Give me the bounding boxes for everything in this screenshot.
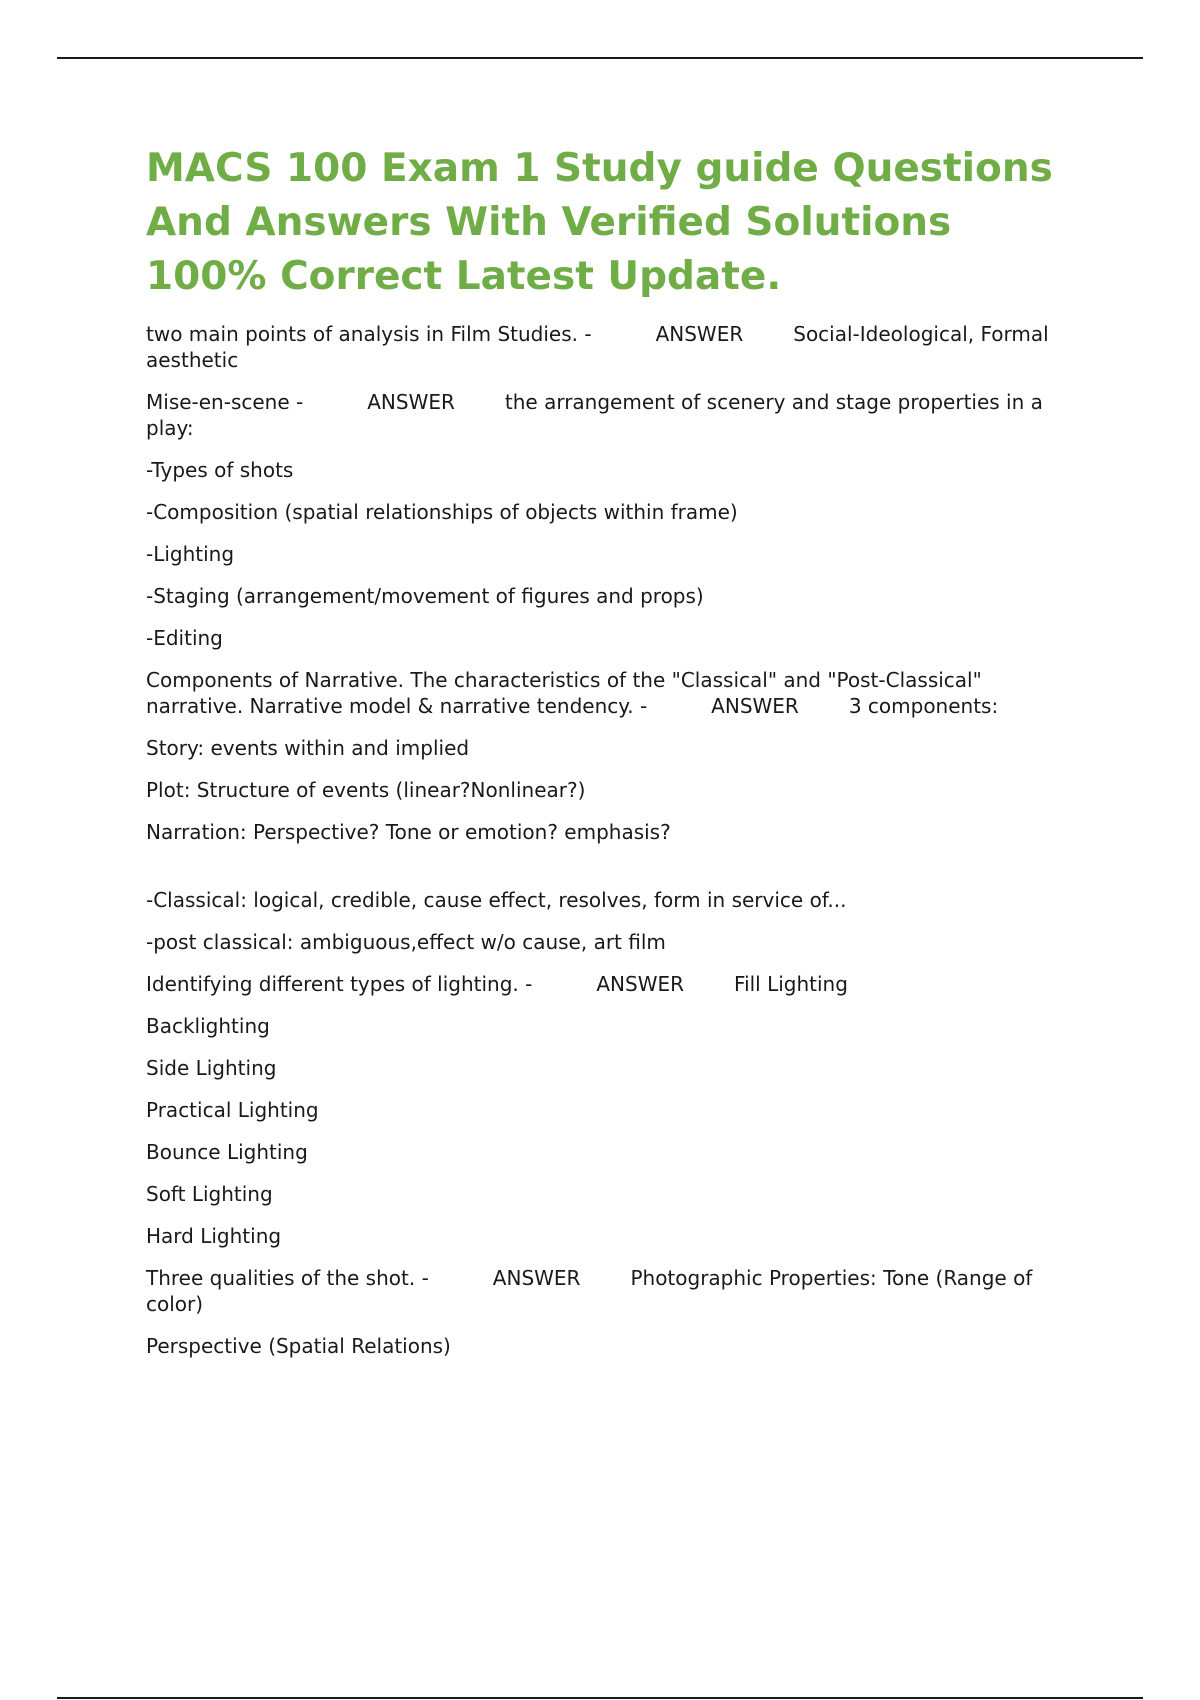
text-line: Backlighting: [146, 1014, 270, 1038]
answer-text: the arrangement of scenery and stage properties in a play:: [146, 390, 1043, 440]
answer-label: ANSWER: [655, 322, 744, 346]
text-line: -post classical: ambiguous,effect w/o cause, art film: [146, 930, 666, 954]
text-line: Soft Lighting: [146, 1182, 273, 1206]
text-line: -Types of shots: [146, 458, 294, 482]
text-line: Narration: Perspective? Tone or emotion? emphasis?: [146, 820, 671, 844]
text-line: Plot: Structure of events (linear?Nonlinear?): [146, 778, 586, 802]
text-line: Practical Lighting: [146, 1098, 319, 1122]
text-line: Bounce Lighting: [146, 1140, 308, 1164]
answer-label: ANSWER: [367, 390, 455, 414]
question-text: Identifying different types of lighting. -: [146, 972, 533, 996]
answer-label: ANSWER: [711, 694, 799, 718]
question-text: two main points of analysis in Film Studies. -: [146, 322, 592, 346]
document-title: MACS 100 Exam 1 Study guide Questions And Answers With Verified Solutions 100% Correct Latest Update.: [146, 146, 1053, 299]
qa-item: [146, 321, 1066, 373]
question-text: Three qualities of the shot. -: [146, 1266, 429, 1290]
document-body: [146, 321, 1066, 1375]
top-rule: [57, 57, 1143, 59]
question-text: Mise-en-scene -: [146, 390, 304, 414]
answer-text: Photographic Properties: Tone (Range of color): [146, 1266, 1033, 1316]
text-line: -Editing: [146, 626, 223, 650]
text-line: -Lighting: [146, 542, 235, 566]
answer-text: Fill Lighting: [734, 972, 848, 996]
text-line: Side Lighting: [146, 1056, 277, 1080]
answer-text: 3 components:: [848, 694, 999, 718]
bottom-rule: [57, 1697, 1143, 1699]
text-line: Hard Lighting: [146, 1224, 282, 1248]
text-line: Perspective (Spatial Relations): [146, 1334, 451, 1358]
text-line: -Classical: logical, credible, cause effect, resolves, form in service of...: [146, 888, 847, 912]
qa-item: [146, 667, 1066, 719]
answer-text: Social-Ideological, Formal aesthetic: [146, 322, 1049, 372]
text-line: -Composition (spatial relationships of objects within frame): [146, 500, 738, 524]
qa-item: [146, 1265, 1066, 1317]
qa-item: [146, 971, 1066, 997]
answer-label: ANSWER: [492, 1266, 581, 1290]
qa-item: [146, 389, 1066, 441]
text-line: -Staging (arrangement/movement of figures and props): [146, 584, 704, 608]
text-line: Story: events within and implied: [146, 736, 470, 760]
answer-label: ANSWER: [596, 972, 685, 996]
question-text: Components of Narrative. The characteristics of the "Classical" and "Post-Classical" narrative. Narrative model & narrative tendency. -: [146, 668, 982, 718]
